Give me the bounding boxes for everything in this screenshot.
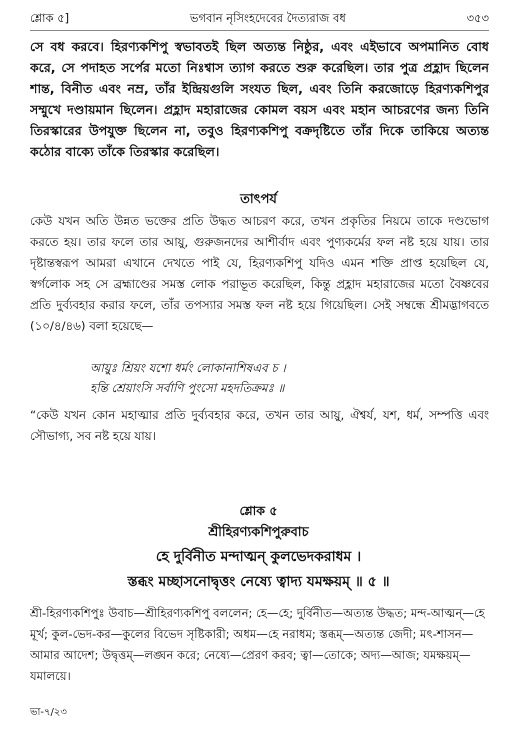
quote-line-2: হন্তি শ্রেয়াংসি সর্বাণি পুংসো মহদতিক্রমঃ ॥: [90, 381, 285, 395]
verse-translation-paragraph: সে বধ করবে। হিরণ্যকশিপু স্বভাবতই ছিল অত্যন্ত নিষ্ঠুর, এবং এইভাবে অপমানিত বোধ করে, সে পদাহত সর্পের মতো নিঃশ্বাস ত্যাগ করতে শুরু করেছিল। তার পুত্র প্রহ্লাদ ছিলেন শান্ত, বিনীত এবং নম্র, তাঁর ইন্দ্রিয়গুলি সংযত ছিল, এবং তিনি করজোড়ে হিরণ্যকশিপুর সম্মুখে দণ্ডায়মান ছিলেন। প্রহ্লাদ মহারাজের কোমল বয়স এবং মহান আচরণের জন্য তিনি তিরস্কারের উপযুক্ত ছিলেন না, তবুও হিরণ্যকশিপু বক্রদৃষ্টিতে তাঁর দিকে তাকিয়ে অত্যন্ত কঠোর বাক্যে তাঁকে তিরস্কার করেছিল।: [30, 39, 489, 159]
page-header: [30, 10, 489, 31]
sloka-line-1: হে দুর্বিনীত মন্দাত্মন্ কুলভেদকরাধম ।: [155, 549, 362, 565]
header-chapter-title: ভগবান নৃসিংহদেবের দৈত্যরাজ বধ: [189, 11, 346, 25]
purport-paragraph: কেউ যখন অতি উন্নত ভক্তের প্রতি উদ্ধত আচরণ করে, তখন প্রকৃতির নিয়মে তাকে দণ্ডভোগ করতে হয়। তার ফলে তার আয়ু, গুরুজনদের আশীর্বাদ এবং পুণ্যকর্মের ফল নষ্ট হয়ে যায়। তার দৃষ্টান্তস্বরূপ আমরা এখানে দেখতে পাই যে, হিরণ্যকশিপু যদিও এমন শক্তি প্রাপ্ত হয়েছিল যে, স্বর্গলোক সহ সে ব্রহ্মাণ্ডের সমস্ত লোক পরাভূত করেছিল, কিন্তু প্রহ্লাদ মহারাজের মতো বৈষ্ণবের প্রতি দুর্ব্যবহার করার ফলে, তাঁর তপস্যার সমস্ত ফল নষ্ট হয়ে গিয়েছিল। সেই সম্বন্ধে শ্রীমদ্ভাগবতে (১০/৪/৪৬) বলা হয়েছে—: [30, 214, 489, 333]
quote-translation: “কেউ যখন কোন মহাত্মার প্রতি দুর্ব্যবহার করে, তখন তার আয়ু, ঐশ্বর্য, যশ, ধর্ম, সম্পত্তি এবং সৌভাগ্য, সব নষ্ট হয়ে যায়।: [30, 408, 489, 443]
sloka-speaker: শ্রীহিরণ্যকশিপুরুবাচ: [208, 525, 309, 540]
sloka-line-2: স্তব্ধং মচ্ছাসনোদ্বৃত্তং নেষ্যে ত্বাদ্য যমক্ষয়ম্ ॥ ৫ ॥: [127, 574, 390, 590]
header-page-number: ৩৫৩: [466, 11, 489, 25]
quote-line-1: আয়ুঃ শ্রিয়ং যশো ধর্মং লোকানাশিষএব চ ।: [90, 361, 286, 375]
purport-title: তাৎপর্য: [240, 192, 277, 207]
sloka-label: শ্লোক ৫: [239, 503, 278, 518]
header-verse-ref: শ্লোক ৫]: [30, 11, 70, 25]
page-footer: ভা-৭/২৩: [30, 707, 67, 718]
synonyms-paragraph: শ্রী-হিরণ্যকশিপুঃ উবাচ—শ্রীহিরণ্যকশিপু বললেন; হে—হে; দুর্বিনীত—অত্যন্ত উদ্ধত; মন্দ-আত্মন্—হে মূর্খ; কুল-ভেদ-কর—কুলের বিভেদ সৃষ্টিকারী; অধম—হে নরাধম; স্তব্ধম্—অত্যন্ত জেদী; মৎ-শাসন—আমার আদেশ; উদ্বৃত্তম্—লঙ্ঘন করে; নেষ্যে—প্রেরণ করব; ত্বা—তোকে; অদ্য—আজ; যমক্ষয়ম্—যমালয়ে।: [30, 606, 485, 683]
